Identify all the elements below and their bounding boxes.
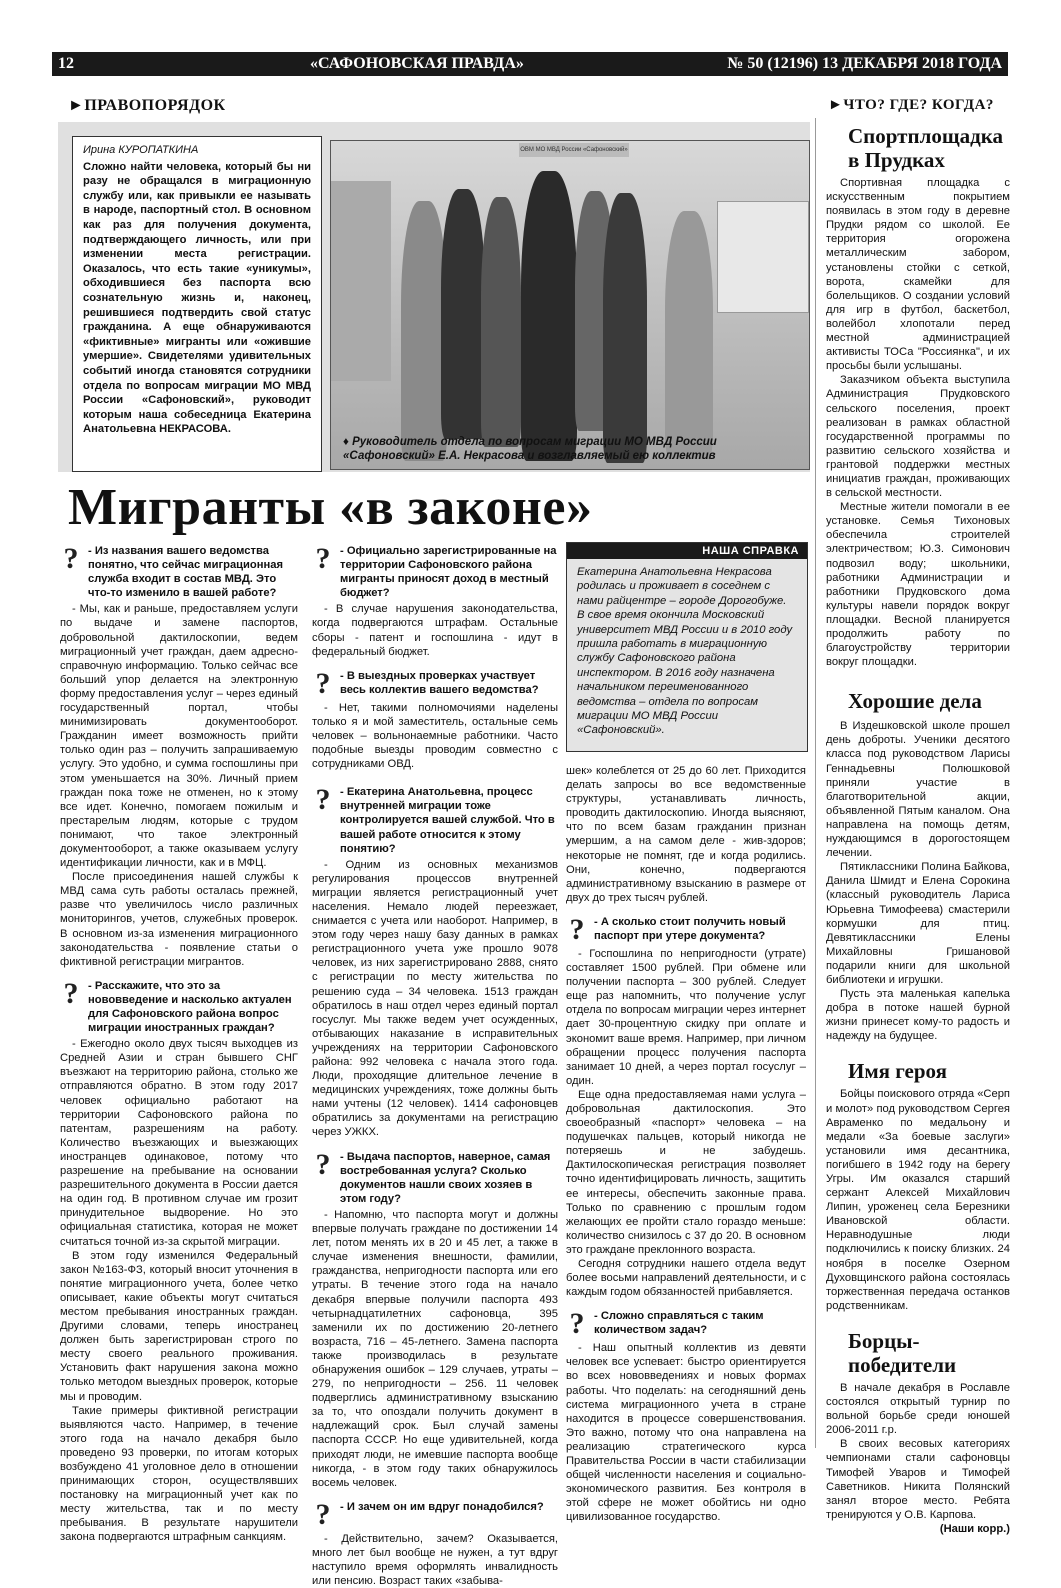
answer-paragraph: Еще одна предоставляемая нами услуга – добровольная дактилоскопия. Это своеобразный «паспорт» человека – на подушечках пальцев, который никогда не потеряешь и не забудешь. Дактилоскопическая регистрация позволяет точно идентифицировать личность, защитить ее интересы, обеспечить законные права. Только по сравнению с прошлым годом желающих ее пройти стало гораздо меньше: количество снизилось с 37 до 20. В основном это граждане преклонного возраста. (566, 1088, 806, 1256)
question (566, 1309, 806, 1339)
answer-paragraph: шек» колеблется от 25 до 60 лет. Приходится делать запросы во все ведомственные структуры, устанавливать личность, проводить дактилоскопию. Иногда выясняют, что по всем базам гражданин признан умершим, а на самом деле - жив-здоров; некоторые не помнят, где и когда родились. Они, конечно, подвергаются административному взысканию в размере от двух до трех тысяч рублей. (566, 765, 806, 904)
person-silhouette (441, 189, 485, 439)
answer-paragraph: В этом году изменился Федеральный закон №163-ФЗ, который вносит уточнения в понятие миграционного учета, более четко описывает, какие объекты могут считаться местом пребывания иностранных граждан. Другими словами, теперь иностранец должен быть зарегистрирован строго по месту своего реального проживания. Установить факт нарушения закона можно только методом выездных проверок, которые мы и проводим. (60, 1249, 298, 1403)
answer-paragraph: - Мы, как и раньше, предоставляем услуги по выдаче и замене паспортов, добровольной дактилоскопии, ведем миграционный учет граждан, даем адресно-справочную информацию. Только сейчас все больший упор делается на электронную форму предоставления услуг – через единый государственный портал, чтобы минимизировать документооборот. Гражданин имеет возможность прийти только один раз – получить запрашиваемую услугу. Это удобно, и сумма госпошлины при этом уменьшается на 30%. Личный прием граждан пока тоже не отменен, но к этому все идет. Конечно, помогаем пожилым и престарелым людям, которые с трудом понимают, что такое электронный документооборот, а также оказываем услугу идентификации личности, как и в МФЦ. (60, 603, 298, 870)
issue-info: № 50 (12196) 13 ДЕКАБРЯ 2018 ГОДА (727, 55, 1002, 72)
question (60, 544, 298, 600)
answer-paragraph: Сегодня сотрудники нашего отдела ведут более восьми направлений деятельности, и с каждым годом обязанностей прибавляется. (566, 1258, 806, 1299)
news-body (826, 176, 1010, 669)
question-mark-icon: ? (315, 1497, 331, 1531)
question-mark-icon: ? (315, 1147, 331, 1181)
question-text: - Из названия вашего ведомства понятно, что сейчас миграционная служба входит в состав МВД. Это что-то изменило в вашей работе? (88, 545, 284, 600)
rubric-right: ►ЧТО? ГДЕ? КОГДА? (828, 97, 994, 113)
photo-window (717, 201, 809, 313)
question-text: - Сложно справляться с таким количеством задач? (594, 1310, 764, 1337)
news-title: Имя героя (848, 1059, 947, 1084)
news-title: Борцы-победители (848, 1328, 957, 1377)
news-title: Хорошие дела (848, 689, 982, 714)
article-column-2 (312, 540, 558, 1588)
photo-caption: ♦ Руководитель отдела по вопросам миграции МО МВД России «Сафоновский» Е.А. Некрасова и возглавляемый ею коллектив (343, 436, 717, 462)
question (312, 785, 558, 855)
person-silhouette (521, 171, 577, 461)
news-paragraph: Пусть эта маленькая капелька добра в потоке нашей бурной жизни принесет кому-то радость и надежду на будущее. (826, 988, 1010, 1043)
article-column-3 (566, 764, 806, 1525)
question-text: - В выездных проверках участвует весь коллектив вашего ведомства? (340, 669, 539, 696)
news-body (826, 719, 1010, 1043)
lead-paragraph: Сложно найти человека, который бы ни разу не обращался в миграционную службу или, как привыкли ее называть в народе, паспортный стол. В основном как раз для получения документа, подтверждающего личность, или при изменении места регистрации. Оказалось, что есть такие «уникумы», обходившиеся без паспорта всю сознательную жизнь и, наконец, решившиеся подтвердить свой статус гражданина. А еще обнаруживаются «фиктивные» мигранты или «ожившие умершие». Свидетелями удивительных событий иногда становятся сотрудники отдела по вопросам миграции МО МВД России «Сафоновский», руководит которым наша собеседница Екатерина Анатольевна НЕКРАСОВА. (83, 160, 311, 436)
answer-paragraph: - Одним из основных механизмов регулирования процессов внутренней миграции является регистрационный учет населения. Немало людей переезжает, снимается с учета или наоборот. Например, в этом году через нашу базу данных в рамках регистрационного учета уже прошло 9078 человек, из них зарегистрировано 2888, снято с регистрации по месту жительства по решению суда – 34 человека. 1513 граждан обратилось в наш отдел через единый портал госуслуг. Мы также ведем учет осужденных, отбывающих наказание в исправительных учреждениях на территории Сафоновского района: 992 человека с начала этого года. Люди, проходящие длительное лечение в медицинских учреждениях, тоже должны быть нами учтены (12 человек). 1414 сафоновцев обратились за документами на регистрацию через УЖКХ. (312, 858, 558, 1139)
rubric-left: ►ПРАВОПОРЯДОК (68, 97, 226, 114)
question-text: - Расскажите, что это за нововведение и насколько актуален для Сафоновского района вопрос миграции иностранных граждан? (88, 979, 292, 1035)
photo-wall-panel (331, 181, 391, 381)
question-mark-icon: ? (569, 1307, 585, 1341)
question-text: - И зачем он им вдруг понадобился? (340, 1500, 544, 1513)
sidebar-divider (815, 118, 816, 1448)
news-paragraph: Местные жители помогали в ее установке. Семья Тихоновых обеспечила строителей электричеством; Ю.З. Симонович подвозил воду; школьники, работники Администрации и работники Прудковского дома культуры навели порядок вокруг площадки. Весной планируется продолжить работу по благоустройству территории вокруг площадки. (826, 501, 1010, 669)
article-headline: Мигранты «в законе» (68, 479, 593, 536)
question-text: - Официально зарегистрированные на территории Сафоновского района мигранты приносят доход в местный бюджет? (340, 545, 557, 600)
answer-paragraph: - Ежегодно около двух тысяч выходцев из Средней Азии и стран бывшего СНГ въезжают на территорию района, столько же отправляются обратно. В этом году 2017 человек официально работают на территории Сафоновского района по патентам, разрешениям на работу. Количество въезжающих и выезжающих иностранцев одинаковое, потому что разрешение на пребывание на основании разрешительного документа в России дается на один год. В противном случае им грозит принудительное выдворение. Но это официальная статистика, которая не может считаться точной из-за скрытой миграции. (60, 1038, 298, 1248)
question-mark-icon: ? (63, 976, 79, 1010)
question (566, 912, 806, 946)
news-paragraph: Спортивная площадка с искусственным покрытием появилась в этом году в деревне Прудки рядом со школой. Ее территория огорожена металлическим забором, установлены стойки с сеткой, ворота, скамейки для болельщиков. О создании условий для игр в футбол, баскетбол, волейбол хлопотали перед местной администрацией активисты ТОСа "Россиянка", и их просьбы были услышаны. (826, 177, 1010, 373)
news-title: Спортплощадка в Прудках (848, 124, 1003, 172)
news-paragraph: В начале декабря в Рославле состоялся открытый турнир по вольной борьбе среди юношей 2006-2011 г.р. (826, 1381, 1010, 1437)
lead-box (72, 136, 322, 472)
news-paragraph: В своих весовых категориях чемпионами стали сафоновцы Тимофей Уваров и Тимофей Саветников. Никита Полянский занял второе место. Ребята тренируются у О.В. Карпова. (826, 1438, 1010, 1521)
answer-paragraph: Такие примеры фиктивной регистрации выявляются часто. Например, в течение этого года на начало декабря было проведено 93 проверки, по итогам которых возбуждено 41 уголовное дело в отношении принимающих сторон, осуществлявших постановку на миграционный учет как по месту жительства, так и по месту пребывания. В результате нарушители закона подвергаются штрафным санкциям. (60, 1404, 298, 1544)
signature: (Наши корр.) (939, 1522, 1010, 1535)
author-byline: Ирина КУРОПАТКИНА (83, 144, 199, 156)
article-column-1 (60, 540, 298, 1545)
photo-sign: ОВМ МО МВД России «Сафоновский» (519, 143, 629, 157)
newspaper-title: «САФОНОВСКАЯ ПРАВДА» (310, 55, 524, 72)
question (60, 976, 298, 1035)
answer-paragraph: - Напомню, что паспорта могут и должны впервые получать граждане по достижении 14 лет, потом менять их в 20 и 45 лет, а также в случае изменения внешности, фамилии, гражданства, непригодности паспорта или его утраты. В течение этого года на начало декабря впервые получили паспорта 493 четырнадцатилетних сафоновца, 395 заменили их по достижению 20-летнего возраста, 716 – 45-летнего. Замена паспорта также производилась в результате обнаружения ошибок – 129 случаев, утраты – 279, по непригодности – 256. 11 человек подверглись административному взысканию за то, что опоздали получить документ в надлежащий срок. Был случай замены паспорта СССР. Но еще удивительней, когда приходят люди, не имевшие паспорта вообще никогда, - в этом году таких обнаружилось восемь человек. (312, 1208, 558, 1489)
question (312, 544, 558, 600)
question-mark-icon: ? (315, 666, 331, 700)
news-paragraph: Бойцы поискового отряда «Серп и молот» под руководством Сергея Авраменко по медальону и медали «За боевые заслуги» установили имя десантника, погибшего в 1942 году на берегу Угры. Им оказался старший сержант Алексей Михайлович Липин, уроженец села Березники Ивановской области. Неравнодушные люди подключились к поиску близких. 24 ноября в поселке Озерном Духовщинского района состоялась торжественная передача останков родственникам. (826, 1088, 1010, 1312)
person-silhouette (665, 211, 713, 459)
page-number: 12 (58, 55, 74, 72)
reference-title: НАША СПРАВКА (567, 543, 807, 559)
answer-paragraph: После присоединения нашей службы к МВД сама суть работы осталась прежней, разве что увеличилось число различных мониторингов, учетов, служебных проверок. В основном из-за изменения миграционного законодательства - появление статьи о фиктивной регистрации мигрантов. (60, 871, 298, 968)
question-mark-icon: ? (569, 912, 585, 946)
question-mark-icon: ? (315, 542, 331, 575)
sidebar-column (826, 124, 1010, 1536)
question (312, 1147, 558, 1206)
staff-photo (330, 140, 810, 470)
reference-text: Екатерина Анатольевна Некрасова родилась и проживает в соседнем с нами райцентре – городе Дорогобуже. В свое время окончила Московский университет МВД России и в 2010 году пришла работать в миграционную службу Сафоновского района инспектором. В 2016 году назначена начальником переименованного ведомства – отдела по вопросам миграции МО МВД России «Сафоновский». (577, 566, 793, 737)
question (312, 666, 558, 700)
question-mark-icon: ? (63, 542, 79, 575)
answer-paragraph: - Госпошлина по непригодности (утрате) составляет 1500 рублей. При обмене или получении паспорта – 300 рублей. Следует еще раз напомнить, что получение услуг отдела по вопросам миграции через интернет дает 30-процентную скидку при оплате и экономит ваше время. Например, при личном обращении процесс получения паспорта занимает 10 дней, а через портал госуслуг – один. (566, 947, 806, 1087)
question-text: - Выдача паспортов, наверное, самая востребованная услуга? Сколько документов нашли своих хозяев в этом году? (340, 1150, 551, 1205)
news-paragraph: Пятиклассники Полина Байкова, Данила Шмидт и Елена Сорокина (классный руководитель Лариса Юрьевна Тимофеева) смастерили кормушки для птиц. Девятиклассники Елены Михайловны Гришановой подарили книги для школьной библиотеки и игрушки. (826, 861, 1010, 986)
person-silhouette (481, 197, 521, 447)
answer-paragraph: - Действительно, зачем? Оказывается, много лет был вообще не нужен, а тут вдруг наступило время оформлять инвалидность или пенсию. Возраст таких «забыва- (312, 1532, 558, 1588)
question-mark-icon: ? (315, 783, 331, 817)
reference-box (566, 542, 808, 752)
question-text: - А сколько стоит получить новый паспорт при утере документа? (594, 915, 786, 943)
news-body (826, 1381, 1010, 1536)
question (312, 1497, 558, 1531)
answer-paragraph: - Наш опытный коллектив из девяти человек все успевает: быстро ориентируется во всех нововведениях и новых формах работы. Что поделать: на сегодняшний день система миграционного учета в стране находится в процессе совершенствования. Это важно, потому что она направлена на реализацию стратегического курса Правительства России в части стабилизации общей численности населения и социально-экономического развития. Без контроля в этой сфере не может обойтись ни одно цивилизованное государство. (566, 1342, 806, 1524)
news-body (826, 1087, 1010, 1313)
masthead-bar (52, 52, 1008, 76)
answer-paragraph: - Нет, такими полномочиями наделены только я и мой заместитель, остальные семь человек – вольнонаемные работники. Часто подобные выезды проводим совместно с сотрудниками ОВД. (312, 701, 558, 771)
news-paragraph: В Издешковской школе прошел день доброты. Ученики десятого класса под руководством Ларисы Геннадьевны Полюшковой приняли участие в благотворительной акции, объявленной Пятым каналом. Она направлена на помощь детям, нуждающимся в дорогостоящем лечении. (826, 720, 1010, 860)
person-silhouette (603, 193, 647, 463)
answer-paragraph: - В случае нарушения законодательства, когда подвергаются штрафам. Остальные сборы - патент и госпошлина - идут в федеральный бюджет. (312, 603, 558, 658)
news-paragraph: Заказчиком объекта выступила Администрация Прудковского сельского поселения, проект реализован в рамках областной государственной программы по развитию сельского хозяйства и грантовой поддержки местных инициатив граждан, проживающих в сельской местности. (826, 374, 1010, 500)
question-text: - Екатерина Анатольевна, процесс внутренней миграции тоже контролируется вашей службой. Что в вашей работе относится к этому понятию? (340, 786, 555, 855)
